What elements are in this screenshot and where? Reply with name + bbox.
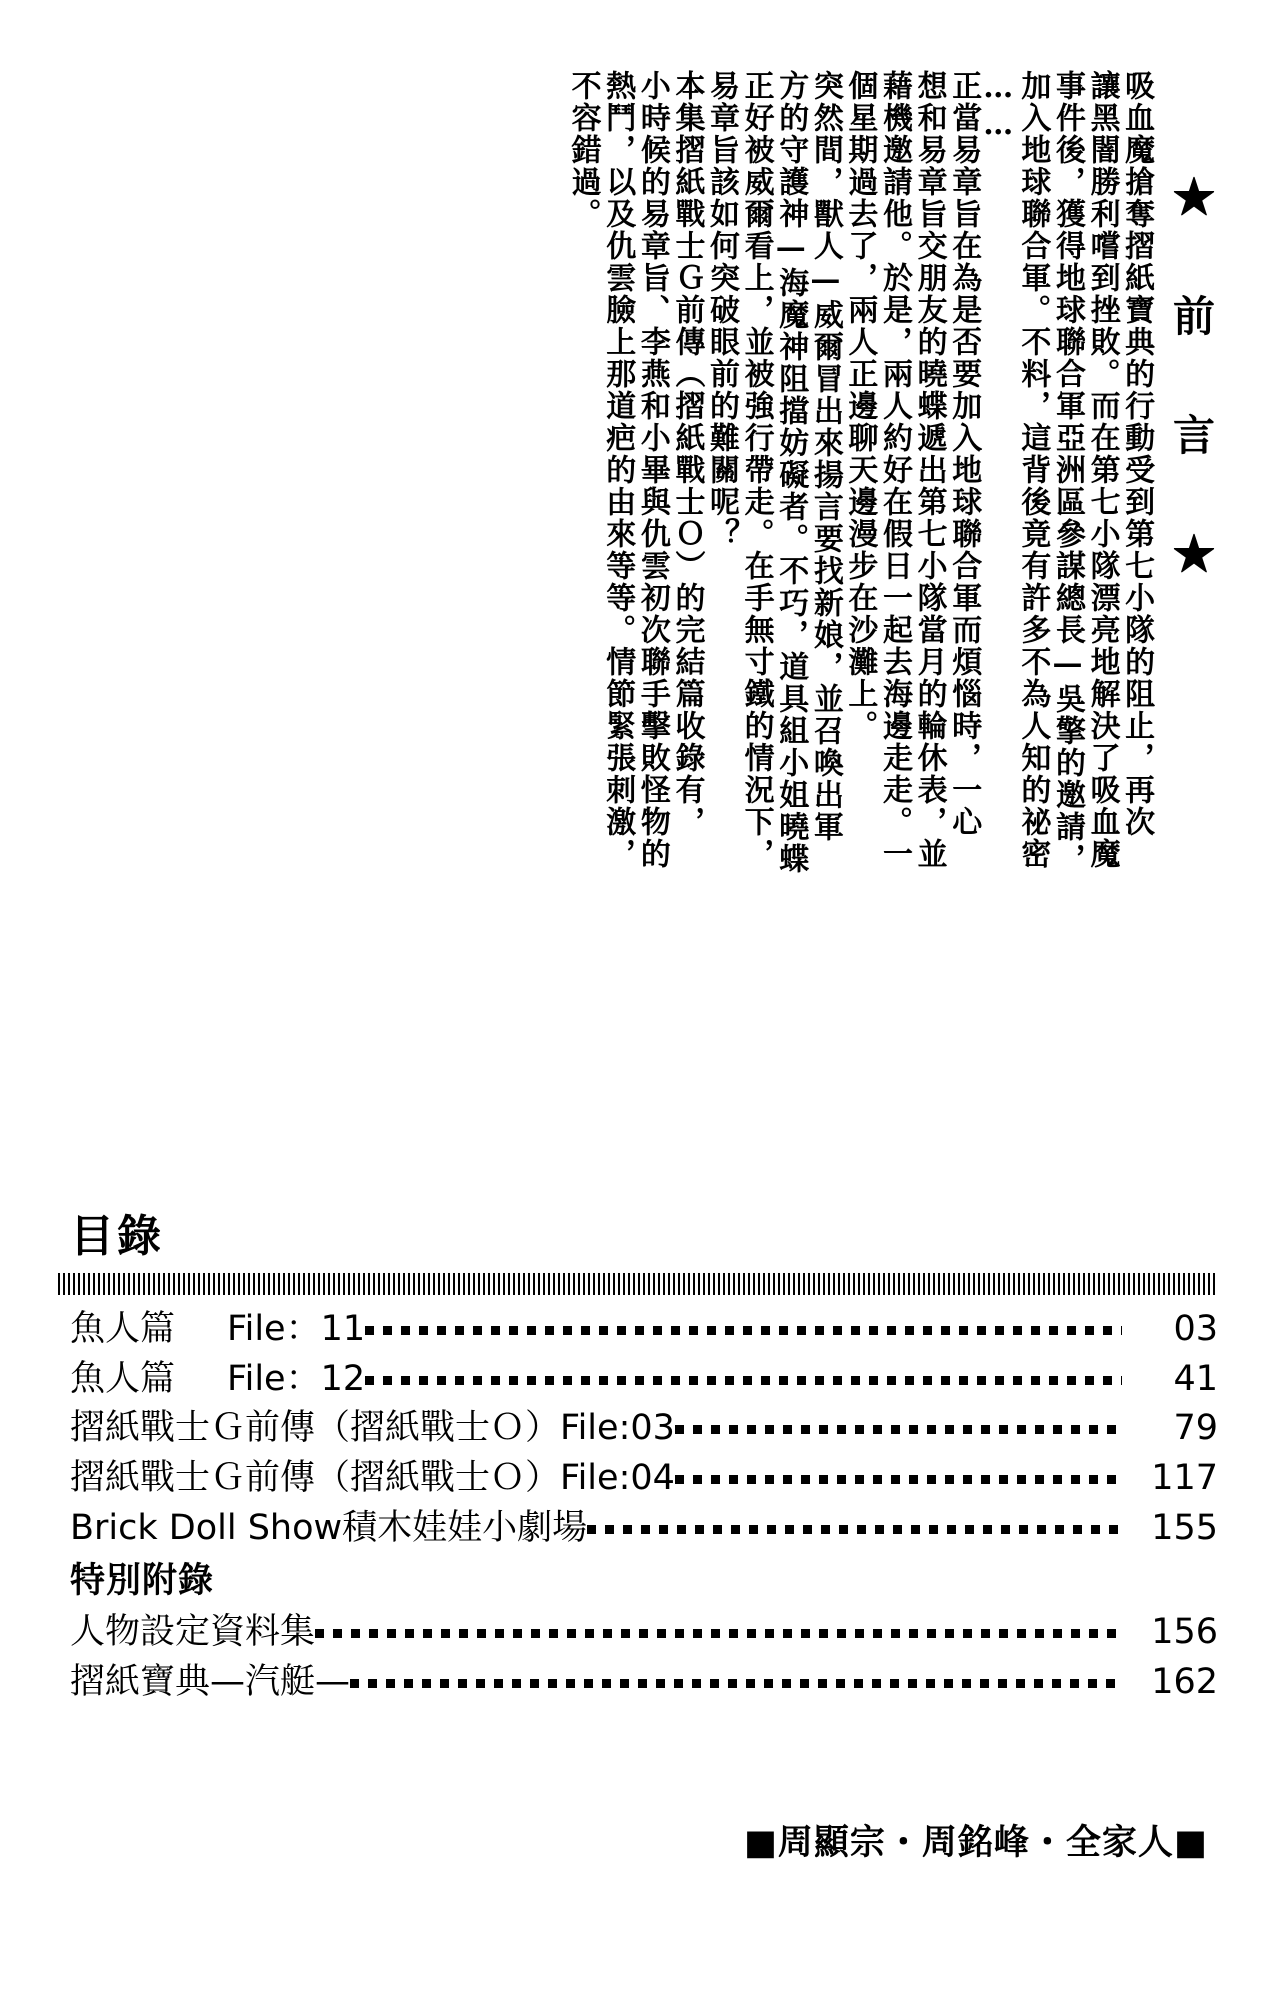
- toc-entry-label: 摺紙寶典—汽艇—: [70, 1661, 351, 1702]
- toc-leader-dots: [675, 1454, 1122, 1489]
- preface-column: 事件後，獲得地球聯合軍亞洲區參謀總長—吳擎的邀請，: [1049, 70, 1085, 875]
- preface-column: 藉機邀請他。於是，兩人約好在假日一起去海邊走走。一: [877, 70, 913, 870]
- preface-column: 想和易章旨交朋友的曉蝶遞出第七小隊當月的輪休表，並: [911, 70, 947, 870]
- preface-column: ……: [980, 70, 1016, 144]
- toc-entry-label: 魚人篇 File：11: [70, 1309, 366, 1349]
- toc-entry-page: 156: [1151, 1611, 1218, 1652]
- preface-column: 正當易章旨在為是否要加入地球聯合軍而煩惱時，一心: [946, 70, 982, 838]
- toc-entry-page: 79: [1173, 1408, 1218, 1449]
- preface-column: 易章旨該如何突破眼前的難關呢？: [704, 70, 740, 550]
- preface-column: 小時候的易章旨、李燕和小畢與仇雲初次聯手擊敗怪物的: [634, 70, 670, 870]
- toc-entry-label: 摺紙戰士Ｇ前傳（摺紙戰士Ｏ）File:03: [70, 1408, 675, 1449]
- toc-entry-page: 41: [1173, 1358, 1218, 1399]
- toc-leader-dots: [315, 1608, 1122, 1643]
- toc-entry-label: 人物設定資料集: [70, 1611, 316, 1652]
- toc-leader-dots: [675, 1404, 1122, 1439]
- preface-column: 本集摺紙戰士Ｇ前傳（摺紙戰士Ｏ）的完結篇收錄有，: [669, 70, 705, 838]
- preface-column: 熱鬥，以及仇雲臉上那道疤的由來等等。情節緊張刺激，: [600, 70, 636, 870]
- toc-leader-dots: [350, 1658, 1122, 1693]
- toc-entry[interactable]: [58, 1658, 1218, 1708]
- toc-leader-dots: [587, 1504, 1122, 1539]
- toc-entry[interactable]: [58, 1355, 1218, 1405]
- preface-column: 不容錯過。: [565, 70, 601, 230]
- toc-entry-page: 03: [1173, 1309, 1218, 1349]
- preface-column: 正好被威爾看上，並被強行帶走。在手無寸鐵的情況下，: [738, 70, 774, 870]
- toc-divider-rule: [58, 1273, 1218, 1295]
- toc-entry[interactable]: [58, 1504, 1218, 1554]
- preface-column: 讓黑闇勝利嚐到挫敗。而在第七小隊漂亮地解決了吸血魔: [1084, 70, 1120, 870]
- toc-entry[interactable]: [58, 1454, 1218, 1504]
- toc-entry-label: Brick Doll Show積木娃娃小劇場: [70, 1507, 588, 1548]
- toc-entry-page: 117: [1151, 1458, 1218, 1499]
- preface-column: 吸血魔搶奪摺紙寶典的行動受到第七小隊的阻止，再次: [1119, 70, 1155, 838]
- toc-entry-page: 155: [1151, 1507, 1218, 1548]
- toc-section-title: 特別附錄: [70, 1560, 215, 1602]
- toc-heading: 目錄: [70, 1211, 164, 1262]
- toc-entry-page: 162: [1151, 1661, 1218, 1702]
- preface-column: 突然間，獸人—威爾冒出來揚言要找新娘，並召喚出軍: [807, 70, 843, 843]
- toc-entry-label: 魚人篇 File：12: [70, 1358, 366, 1399]
- toc-leader-dots: [365, 1305, 1122, 1340]
- preface-column: 個星期過去了，兩人正邊聊天邊漫步在沙灘上。: [842, 70, 878, 742]
- toc-entry[interactable]: [58, 1305, 1218, 1355]
- toc-entry[interactable]: [58, 1404, 1218, 1454]
- toc-leader-dots: [365, 1355, 1122, 1390]
- preface-column: 加入地球聯合軍。不料，這背後竟有許多不為人知的祕密: [1015, 70, 1051, 870]
- preface-column: 方的守護神—海魔神阻擋妨礙者。不巧，道具組小姐曉蝶: [773, 70, 809, 875]
- preface-section: [58, 70, 1218, 1000]
- preface-title: ★ 前 言 ★: [1167, 175, 1216, 588]
- toc-entry-label: 摺紙戰士Ｇ前傳（摺紙戰士Ｏ）File:04: [70, 1458, 675, 1499]
- toc-entry[interactable]: [58, 1608, 1218, 1658]
- table-of-contents: [58, 1211, 1218, 1707]
- credits-line: ■周顯宗・周銘峰・全家人■: [743, 1822, 1208, 1863]
